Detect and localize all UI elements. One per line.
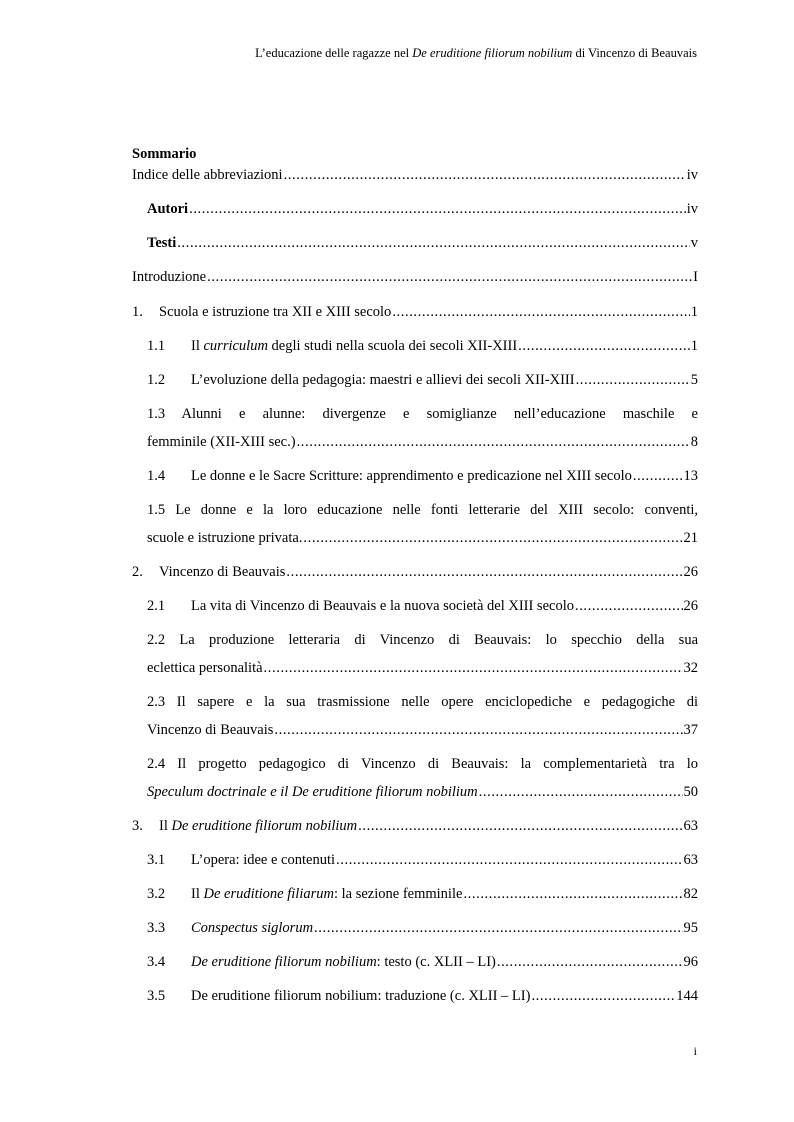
toc-entry-3-1[interactable]: 3.1 L’opera: idee e contenuti ..... 63 [147, 850, 698, 870]
toc-entry-chapter-2[interactable]: 2. Vincenzo di Beauvais ..... 26 [132, 562, 698, 582]
toc-entry-1-1[interactable]: 1.1 Il curriculum degli studi nella scuola dei secoli XII-XIII ..... 1 [147, 336, 698, 356]
page-number-footer: i [693, 1044, 697, 1058]
toc-entry-1-5-line2[interactable]: scuole e istruzione privata. ..... 21 [147, 528, 698, 548]
running-header [255, 46, 697, 61]
toc-title: Sommario [132, 146, 197, 162]
toc-entry-testi[interactable]: Testi ..... v [147, 233, 698, 253]
toc-entry-1-4[interactable]: 1.4 Le donne e le Sacre Scritture: apprendimento e predicazione nel XIII secolo ..... 13 [147, 466, 698, 486]
toc-entry-3-3[interactable]: 3.3 Conspectus siglorum ..... 95 [147, 918, 698, 938]
header-prefix: L’educazione delle ragazze nel [255, 46, 413, 60]
toc-entry-chapter-3[interactable]: 3. Il De eruditione filiorum nobilium ..... 63 [132, 816, 698, 836]
toc-entry-2-4-line2[interactable]: Speculum doctrinale e il De eruditione filiorum nobilium ..... 50 [147, 782, 698, 802]
toc-entry-2-3-line1[interactable]: 2.3 Il sapere e la sua trasmissione nelle opere enciclopediche e pedagogiche di [147, 694, 698, 710]
toc-entry-autori[interactable]: Autori ..... iv [147, 199, 698, 219]
header-title-italic: De eruditione filiorum nobilium [412, 46, 573, 60]
toc-entry-3-2[interactable]: 3.2 Il De eruditione filiarum: la sezione femminile ..... 82 [147, 884, 698, 904]
toc-entry-1-2[interactable]: 1.2 L’evoluzione della pedagogia: maestri e allievi dei secoli XII-XIII ..... 5 [147, 370, 698, 390]
toc-entry-2-2-line2[interactable]: eclettica personalità ..... 32 [147, 658, 698, 678]
header-suffix: di Vincenzo di Beauvais [572, 46, 697, 60]
toc-entry-1-3-line1[interactable]: 1.3 Alunni e alunne: divergenze e somiglianze nell’educazione maschile e [147, 406, 698, 422]
toc-entry-1-3-line2[interactable]: femminile (XII-XIII sec.) ..... 8 [147, 432, 698, 452]
toc-entry-1-5-line1[interactable]: 1.5 Le donne e la loro educazione nelle fonti letterarie del XIII secolo: conventi, [147, 502, 699, 518]
toc-entry-abbreviazioni[interactable]: Indice delle abbreviazioni ..... iv [132, 165, 698, 185]
toc-entry-2-1[interactable]: 2.1 La vita di Vincenzo di Beauvais e la nuova società del XIII secolo ..... 26 [147, 596, 698, 616]
toc-entry-2-4-line1[interactable]: 2.4 Il progetto pedagogico di Vincenzo di Beauvais: la complementarietà tra lo [147, 756, 699, 772]
toc-entry-3-4[interactable]: 3.4 De eruditione filiorum nobilium: testo (c. XLII – LI) ..... 96 [147, 952, 698, 972]
page-number: iv [686, 167, 698, 183]
toc-entry-2-3-line2[interactable]: Vincenzo di Beauvais ..... 37 [147, 720, 698, 740]
toc-entry-introduzione[interactable]: Introduzione ..... I [132, 267, 698, 287]
toc-entry-3-5[interactable]: 3.5 De eruditione filiorum nobilium: traduzione (c. XLII – LI) ..... 144 [147, 986, 698, 1006]
toc-entry-2-2-line1[interactable]: 2.2 La produzione letteraria di Vincenzo di Beauvais: lo specchio della sua [147, 632, 699, 648]
toc-entry-chapter-1[interactable]: 1. Scuola e istruzione tra XII e XIII secolo ..... 1 [132, 302, 698, 322]
